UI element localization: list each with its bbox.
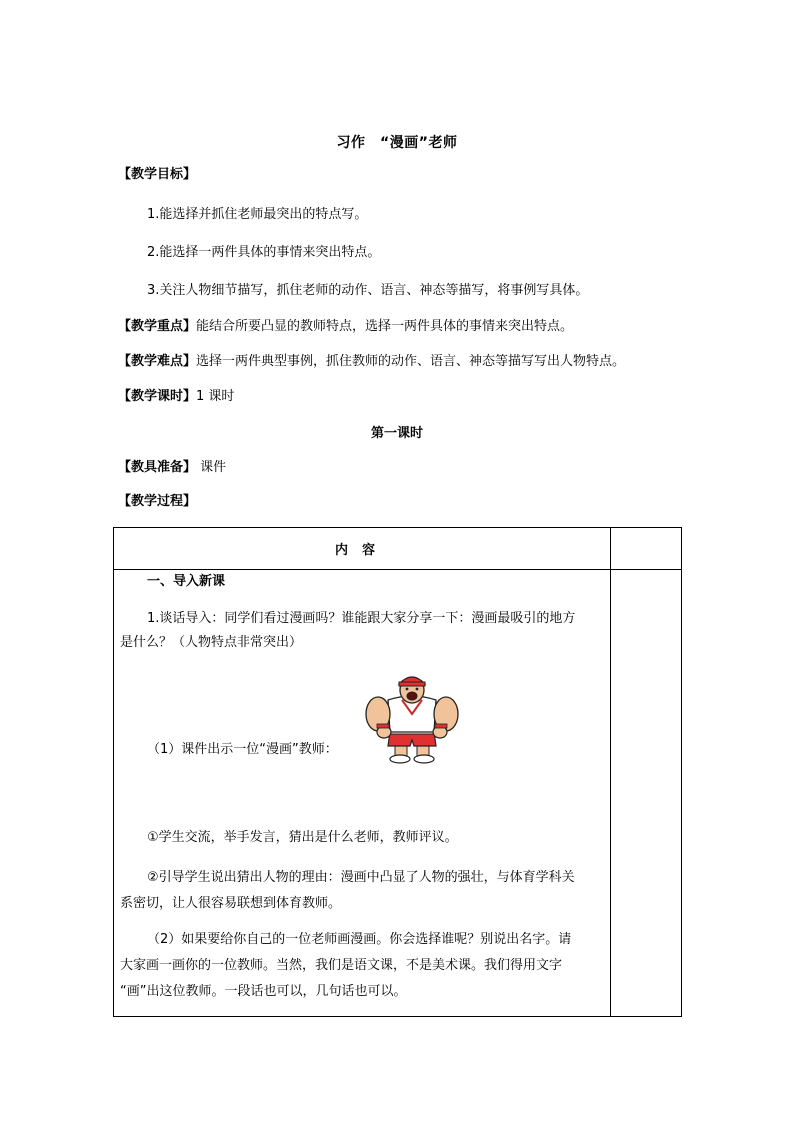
paragraph-1-line-1: 1.谈话导入：同学们看过漫画吗？谁能跟大家分享一下：漫画最吸引的地方 [147,611,576,626]
difficulty-text: 选择一两件典型事例，抓住教师的动作、语言、神态等描写写出人物特点。 [196,354,626,369]
paragraph-4-line-2: 系密切，让人很容易联想到体育教师。 [120,896,342,911]
table-content-cell [114,570,611,1017]
difficulty-line [118,352,625,372]
goal-item-3: 3.关注人物细节描写，抓住老师的动作、语言、神态等描写，将事例写具体。 [147,283,589,298]
hours-text: 1 课时 [196,389,235,404]
prep-line [118,458,226,478]
table-header-empty [611,528,682,570]
paragraph-3: ①学生交流，举手发言，猜出是什么老师，教师评议。 [147,830,458,845]
paragraph-1-line-2: 是什么？（人物特点非常突出） [120,635,303,650]
section-heading: 一、导入新课 [147,574,226,589]
key-point-line [118,317,573,337]
goal-item-1: 1.能选择并抓住老师最突出的特点写。 [147,207,368,222]
key-point-text: 能结合所要凸显的教师特点，选择一两件具体的事情来突出特点。 [196,319,574,334]
process-table [113,527,682,1017]
hours-line [118,387,234,407]
difficulty-label: 【教学难点】 [118,354,197,369]
key-point-label: 【教学重点】 [118,319,197,334]
table-header-content: 内容 [114,528,611,570]
lesson-title: 第一课时 [370,426,423,441]
process-header: 【教学过程】 [118,494,197,509]
prep-text: 课件 [200,460,227,475]
goals-header: 【教学目标】 [118,167,197,182]
prep-label: 【教具准备】 [118,460,197,475]
goal-item-2: 2.能选择一两件具体的事情来突出特点。 [147,245,381,260]
paragraph-5-line-3: “画”出这位教师。一段话也可以，几句话也可以。 [120,984,407,999]
paragraph-4-line-1: ②引导学生说出猜出人物的理由：漫画中凸显了人物的强壮，与体育学科关 [147,870,575,885]
paragraph-5-line-1: （2）如果要给你自己的一位老师画漫画。你会选择谁呢？别说出名字。请 [147,932,572,947]
paragraph-2: （1）课件出示一位“漫画”教师： [147,742,338,757]
hours-label: 【教学课时】 [118,389,197,404]
paragraph-5-line-2: 大家画一画你的一位教师。当然，我们是语文课，不是美术课。我们得用文字 [120,958,563,973]
document-title: 习作 “漫画”老师 [336,135,458,151]
